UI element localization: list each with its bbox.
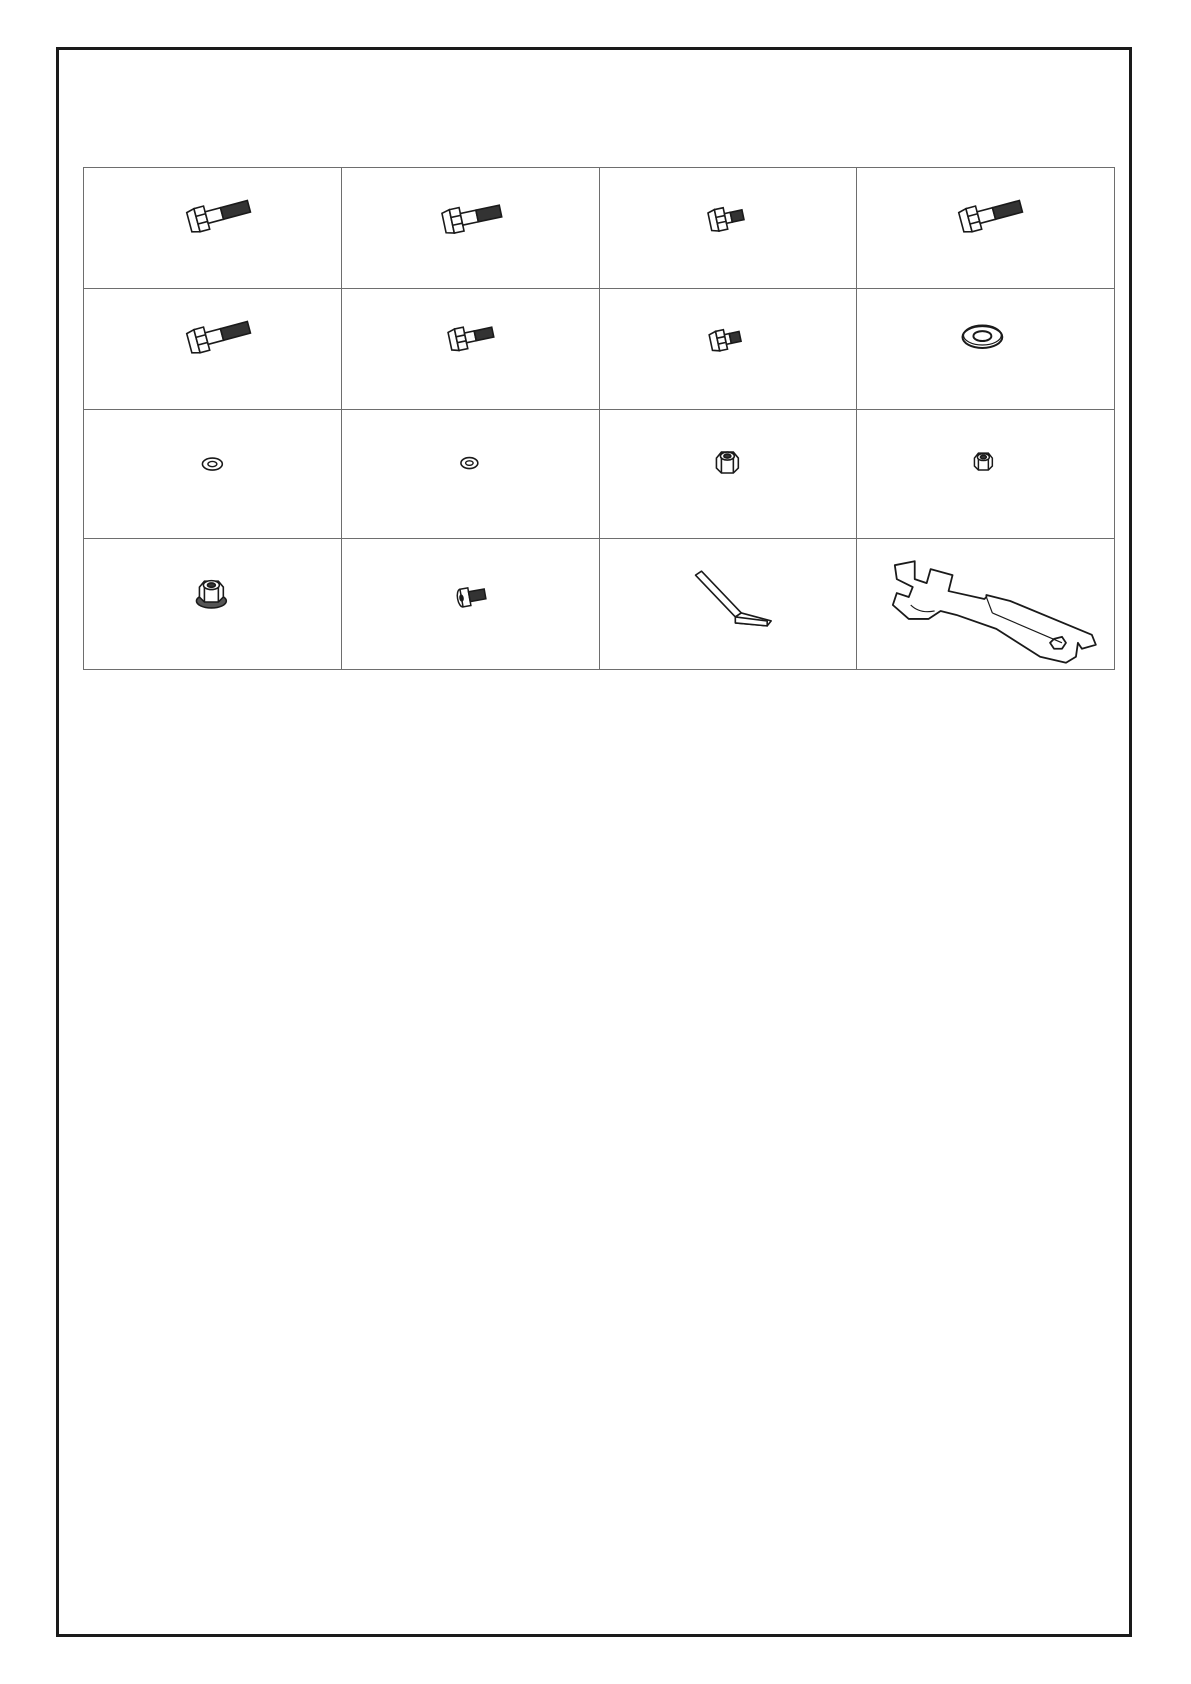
small-flat-washer-icon bbox=[84, 410, 341, 538]
large-flat-washer-icon bbox=[857, 289, 1114, 409]
part-cell bbox=[84, 539, 342, 670]
part-cell bbox=[599, 168, 857, 289]
allen-key-icon bbox=[600, 539, 857, 669]
short-hex-bolt-icon bbox=[600, 168, 857, 288]
long-hex-bolt-icon bbox=[84, 168, 341, 288]
part-cell bbox=[84, 168, 342, 289]
part-cell bbox=[84, 410, 342, 539]
part-cell bbox=[341, 289, 599, 410]
part-cell bbox=[341, 539, 599, 670]
part-cell bbox=[857, 168, 1115, 289]
part-cell bbox=[599, 539, 857, 670]
part-cell bbox=[857, 539, 1115, 670]
long-hex-bolt-icon bbox=[857, 168, 1114, 288]
socket-head-screw-icon bbox=[342, 539, 599, 669]
long-hex-bolt-icon bbox=[342, 168, 599, 288]
short-hex-bolt-icon bbox=[600, 289, 857, 409]
spanner-wrench-icon bbox=[857, 539, 1114, 669]
part-cell bbox=[84, 289, 342, 410]
medium-hex-bolt-icon bbox=[342, 289, 599, 409]
part-cell bbox=[857, 289, 1115, 410]
long-hex-bolt-icon bbox=[84, 289, 341, 409]
flange-lock-nut-icon bbox=[84, 539, 341, 669]
part-cell bbox=[599, 289, 857, 410]
lock-nut-icon bbox=[600, 410, 857, 538]
part-cell bbox=[341, 410, 599, 539]
small-lock-nut-icon bbox=[857, 410, 1114, 538]
part-cell bbox=[341, 168, 599, 289]
hardware-parts-grid bbox=[83, 167, 1115, 670]
small-flat-washer-icon bbox=[342, 410, 599, 538]
part-cell bbox=[599, 410, 857, 539]
part-cell bbox=[857, 410, 1115, 539]
